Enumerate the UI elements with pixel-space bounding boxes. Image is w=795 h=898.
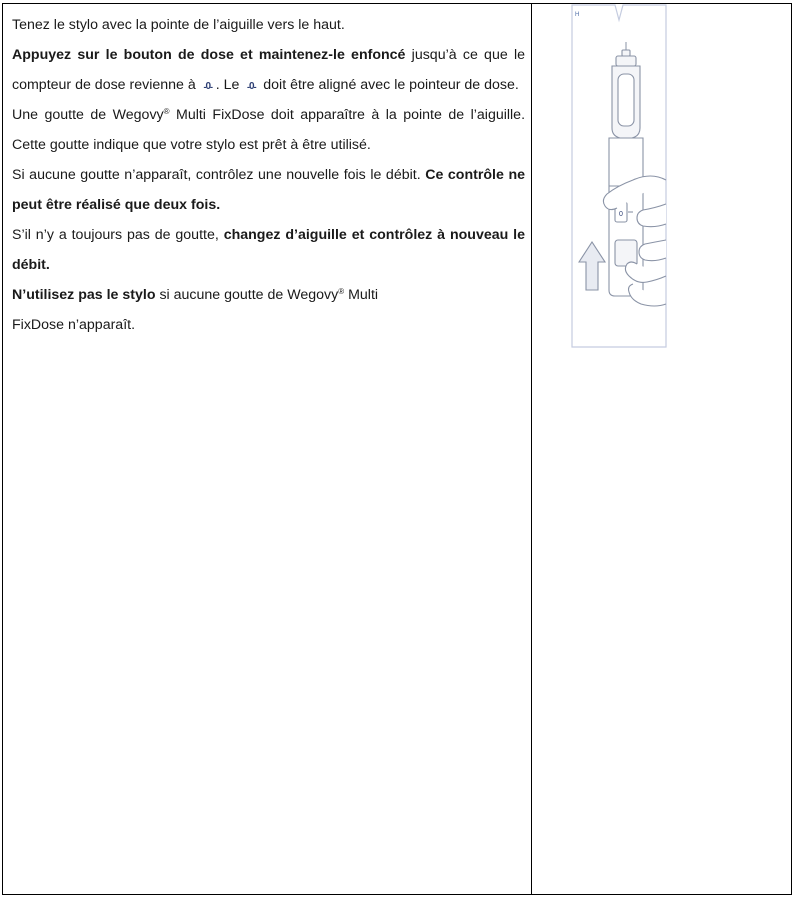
- paragraph-hold-pen: Tenez le stylo avec la pointe de l’aiguille vers le haut.: [12, 17, 345, 33]
- registered-mark: ®: [338, 287, 345, 296]
- paragraph-drop-appears: Une goutte de Wegovy® Multi FixDose doit apparaître à la pointe de l’aiguille. Cette goutte indique que votre stylo est prêt à être utilisé.: [12, 107, 526, 153]
- paragraph-press-dose-button: Appuyez sur le bouton de dose et maintenez-le enfoncé jusqu’à ce que le compteur de dose revienne à - 0 - . Le - 0 - doit être aligné avec le pointeur de dose.: [12, 40, 525, 100]
- press-button-emphasis: Appuyez sur le bouton de dose et maintenez-le enfoncé: [12, 47, 406, 63]
- column-divider: [531, 4, 532, 894]
- pen-injector-icon: [609, 42, 643, 296]
- paragraph-no-drop: Si aucune goutte n’apparaît, contrôlez une nouvelle fois le débit. Ce contrôle ne peut être réalisé que deux fois.: [12, 167, 526, 213]
- change-needle-emphasis: changez d’aiguille et contrôlez à nouveau le débit.: [12, 227, 526, 273]
- svg-text:0: 0: [619, 211, 623, 218]
- corner-mark: H: [575, 12, 580, 18]
- paragraph-do-not-use: N’utilisez pas le stylo si aucune goutte de Wegovy® Multi FixDose n’apparaît.: [12, 287, 379, 333]
- paragraph-change-needle: S’il n’y a toujours pas de goutte, changez d’aiguille et contrôlez à nouveau le débit.: [12, 227, 526, 273]
- registered-mark: ®: [163, 107, 170, 116]
- do-not-use-emphasis: N’utilisez pas le stylo: [12, 287, 156, 303]
- check-limit-emphasis: Ce contrôle ne peut être réalisé que deux fois.: [12, 167, 526, 213]
- instruction-text-cell: [12, 10, 525, 340]
- dose-zero-icon: - 0 -: [200, 80, 216, 94]
- dose-zero-icon: - 0 -: [243, 80, 259, 94]
- instruction-table: [2, 3, 792, 895]
- pen-illustration: [571, 4, 667, 348]
